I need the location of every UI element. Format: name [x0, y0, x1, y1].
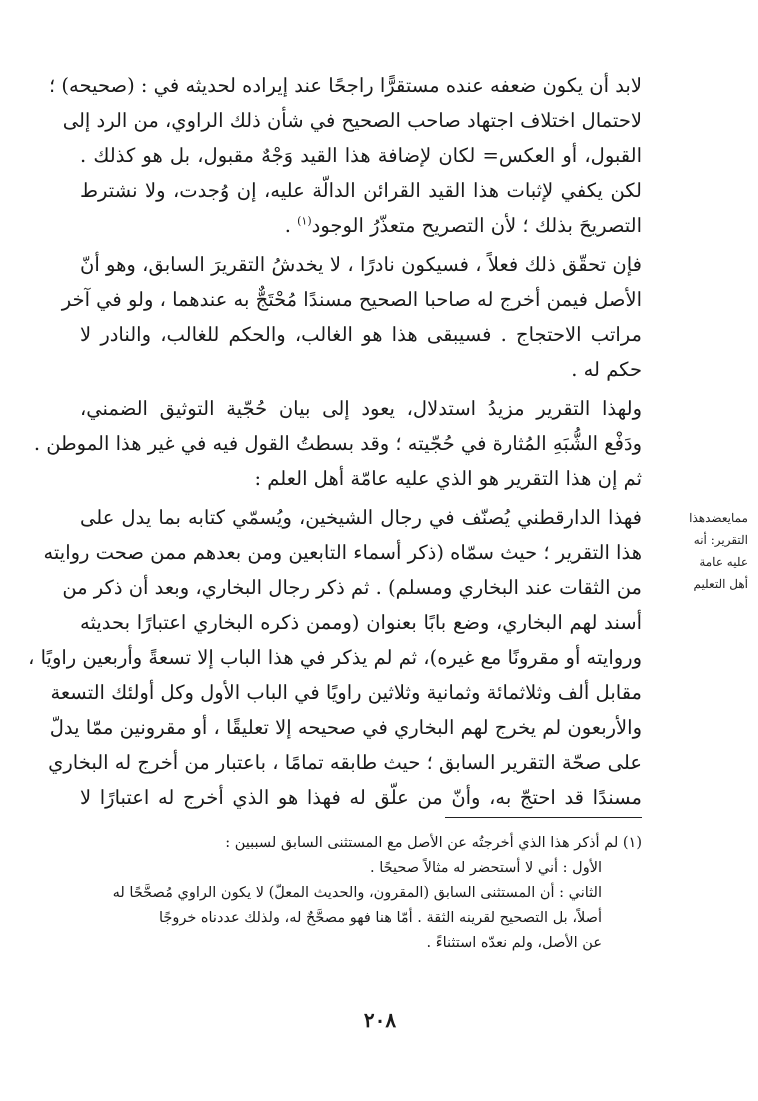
paragraph-1 [49, 68, 642, 243]
text-line: وروايته أو مقرونًا مع غيره)، ثم لم يذكر في هذا الباب إلا تسعةً وأربعين راويًا ، [28, 646, 642, 669]
footnote-separator [445, 817, 642, 818]
text-line: لكن يكفي لإثبات هذا القيد القرائن الدالّة عليه، إن وُجدت، ولا نشترط [80, 179, 642, 202]
text-line: القبول، أو العكس= لكان لإضافة هذا القيد وَجْهٌ مقبول، بل هو كذلك . [80, 144, 642, 167]
page-number: ٢٠٨ [363, 1008, 397, 1032]
text-line: مسندًا قد احتجّ به، وأنّ من علّق له فهذا هو الذي أخرج له اعتبارًا لا [80, 786, 642, 809]
footnote-line: الأول : أني لا أستحضر له مثالاً صحيحًا . [370, 860, 602, 876]
text-line: حكم له . [571, 358, 642, 381]
text-line: ودَفْع الشُّبَهِ المُثارة في حُجّيته ؛ وقد بسطتُ القول فيه في غير هذا الموطن . [33, 432, 642, 455]
text-line: فهذا الدارقطني يُصنّف في رجال الشيخين، ويُسمّي كتابه بما يدل على [80, 506, 642, 529]
text-line: لابد أن يكون ضعفه عنده مستقرًّا راجحًا عند إيراده لحديثه في : (صحيحه) ؛ [49, 74, 642, 97]
paragraph-3 [33, 391, 642, 461]
footnote-reference[interactable]: (١) [297, 214, 312, 228]
text-line [80, 208, 642, 243]
footnote-line: الثاني : أن المستثنى السابق (المقرون، والحديث المعلّ) لا يكون الراوي مُصحَّحًا له [112, 885, 602, 901]
paragraph-4 [80, 461, 642, 496]
footnote-line: (١) لم أذكر هذا الذي أخرجتُه عن الأصل مع المستثنى السابق لسببين : [225, 835, 642, 851]
text-line: مقابل ألف وثلاثمائة وثمانية وثلاثين راويًا في الباب الأول وكل أولئك التسعة [50, 681, 642, 704]
text-line: هذا التقرير ؛ حيث سمّاه (ذكر أسماء التابعين ومن بعدهم ممن صحت روايته [43, 541, 642, 564]
main-text [28, 68, 642, 815]
margin-note-line: ممايعضدهذا [689, 511, 748, 525]
text-line: الأصل فيمن أخرج له صاحبا الصحيح مسندًا مُحْتَجٌّ به عندهما ، ولو في آخر [61, 288, 642, 311]
text-line: والأربعون لم يخرج لهم البخاري في صحيحه إلا تعليقًا ، أو مقرونين ممّا يدلّ [49, 716, 642, 739]
paragraph-5 [28, 500, 642, 815]
text-segment: التصريحَ بذلك ؛ لأن التصريح متعذّرُ الوجود [311, 214, 642, 237]
text-line: ولهذا التقرير مزيدُ استدلال، يعود إلى بيان حُجّية التوثيق الضمني، [80, 397, 642, 420]
text-line: من الثقات عند البخاري ومسلم) . ثم ذكر رجال البخاري، وبعد أن ذكر من [62, 576, 642, 599]
text-segment: . [284, 214, 298, 237]
footnotes [80, 831, 642, 956]
text-line: مراتب الاحتجاج . فسيبقى هذا هو الغالب، والحكم للغالب، والنادر لا [80, 323, 642, 346]
text-line: فإن تحقّق ذلك فعلاً ، فسيكون نادرًا ، لا يخدشُ التقريرَ السابق، وهو أنّ [80, 253, 642, 276]
margin-note-line: عليه عامة [699, 555, 748, 569]
margin-note [644, 507, 748, 595]
margin-note-line: أهل التعليم [693, 577, 748, 591]
margin-note-line: التقرير: أنه [693, 533, 748, 547]
text-line: أسند لهم البخاري، وضع بابًا بعنوان (وممن ذكره البخاري اعتبارًا بحديثه [80, 611, 642, 634]
text-line: لاحتمال اختلاف اجتهاد صاحب الصحيح في شأن ذلك الراوي، من الرد إلى [62, 109, 642, 132]
footnote-line: أصلاً، بل التصحيح لقرينه الثقة . أمّا هنا فهو مصحَّحٌ له، ولذلك عددناه خروجًا [158, 910, 602, 926]
text-line: ثم إن هذا التقرير هو الذي عليه عامّة أهل العلم : [254, 467, 642, 490]
text-line: على صحّة التقرير السابق ؛ حيث طابقه تمامًا ، باعتبار من أخرج له البخاري [48, 751, 642, 774]
paragraph-2 [61, 247, 642, 387]
footnote-line: عن الأصل، ولم نعدّه استثناءً . [426, 935, 602, 951]
